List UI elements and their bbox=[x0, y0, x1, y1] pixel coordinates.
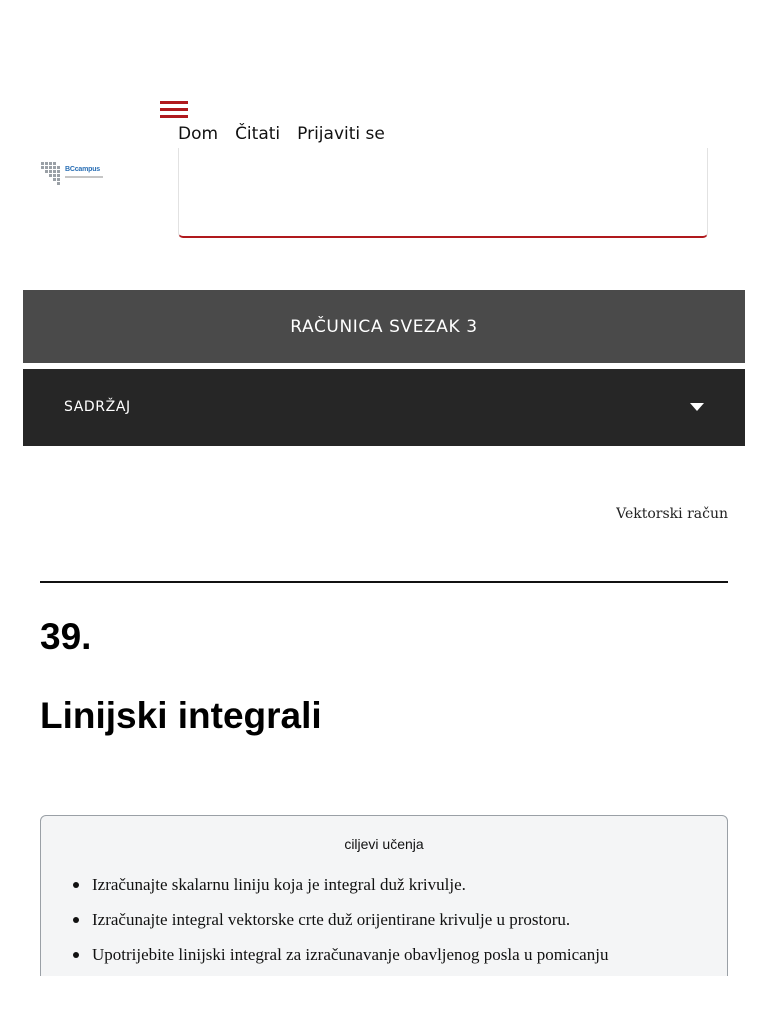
chevron-down-icon bbox=[690, 403, 704, 411]
objectives-title: ciljevi učenja bbox=[344, 836, 424, 852]
hamburger-line bbox=[160, 115, 188, 118]
toc-label: SADRŽAJ bbox=[64, 399, 131, 415]
bc-map-icon bbox=[40, 160, 64, 186]
chapter-number: 39. bbox=[40, 616, 92, 657]
bccampus-logo[interactable] bbox=[40, 160, 106, 188]
divider bbox=[40, 581, 728, 583]
viewport-edge bbox=[0, 976, 768, 1024]
nav-read-link[interactable]: Čitati bbox=[235, 124, 281, 144]
hamburger-line bbox=[160, 101, 188, 104]
top-nav bbox=[178, 124, 385, 144]
objective-item: Izračunajte integral vektorske crte duž orijentirane krivulje u prostoru. bbox=[71, 910, 608, 945]
book-title-bar[interactable] bbox=[23, 290, 745, 363]
objectives-list bbox=[71, 875, 608, 980]
part-link[interactable]: Vektorski račun bbox=[616, 506, 728, 522]
search-panel bbox=[178, 148, 708, 238]
chapter-title: Linijski integrali bbox=[40, 695, 322, 736]
logo-wordmark: BCcampus bbox=[65, 166, 100, 173]
nav-home-link[interactable]: Dom bbox=[178, 124, 219, 144]
search-input[interactable] bbox=[179, 148, 707, 236]
nav-signin-link[interactable]: Prijaviti se bbox=[297, 124, 385, 144]
hamburger-line bbox=[160, 108, 188, 111]
objective-item: Izračunajte skalarnu liniju koja je integral duž krivulje. bbox=[71, 875, 608, 910]
hamburger-icon[interactable] bbox=[160, 101, 188, 121]
book-title[interactable]: RAČUNICA SVEZAK 3 bbox=[290, 316, 478, 337]
objective-item: Upotrijebite linijski integral za izračunavanje obavljenog posla u pomicanju bbox=[71, 945, 608, 980]
logo-tagline-line bbox=[65, 176, 103, 178]
toc-toggle[interactable] bbox=[23, 369, 745, 446]
